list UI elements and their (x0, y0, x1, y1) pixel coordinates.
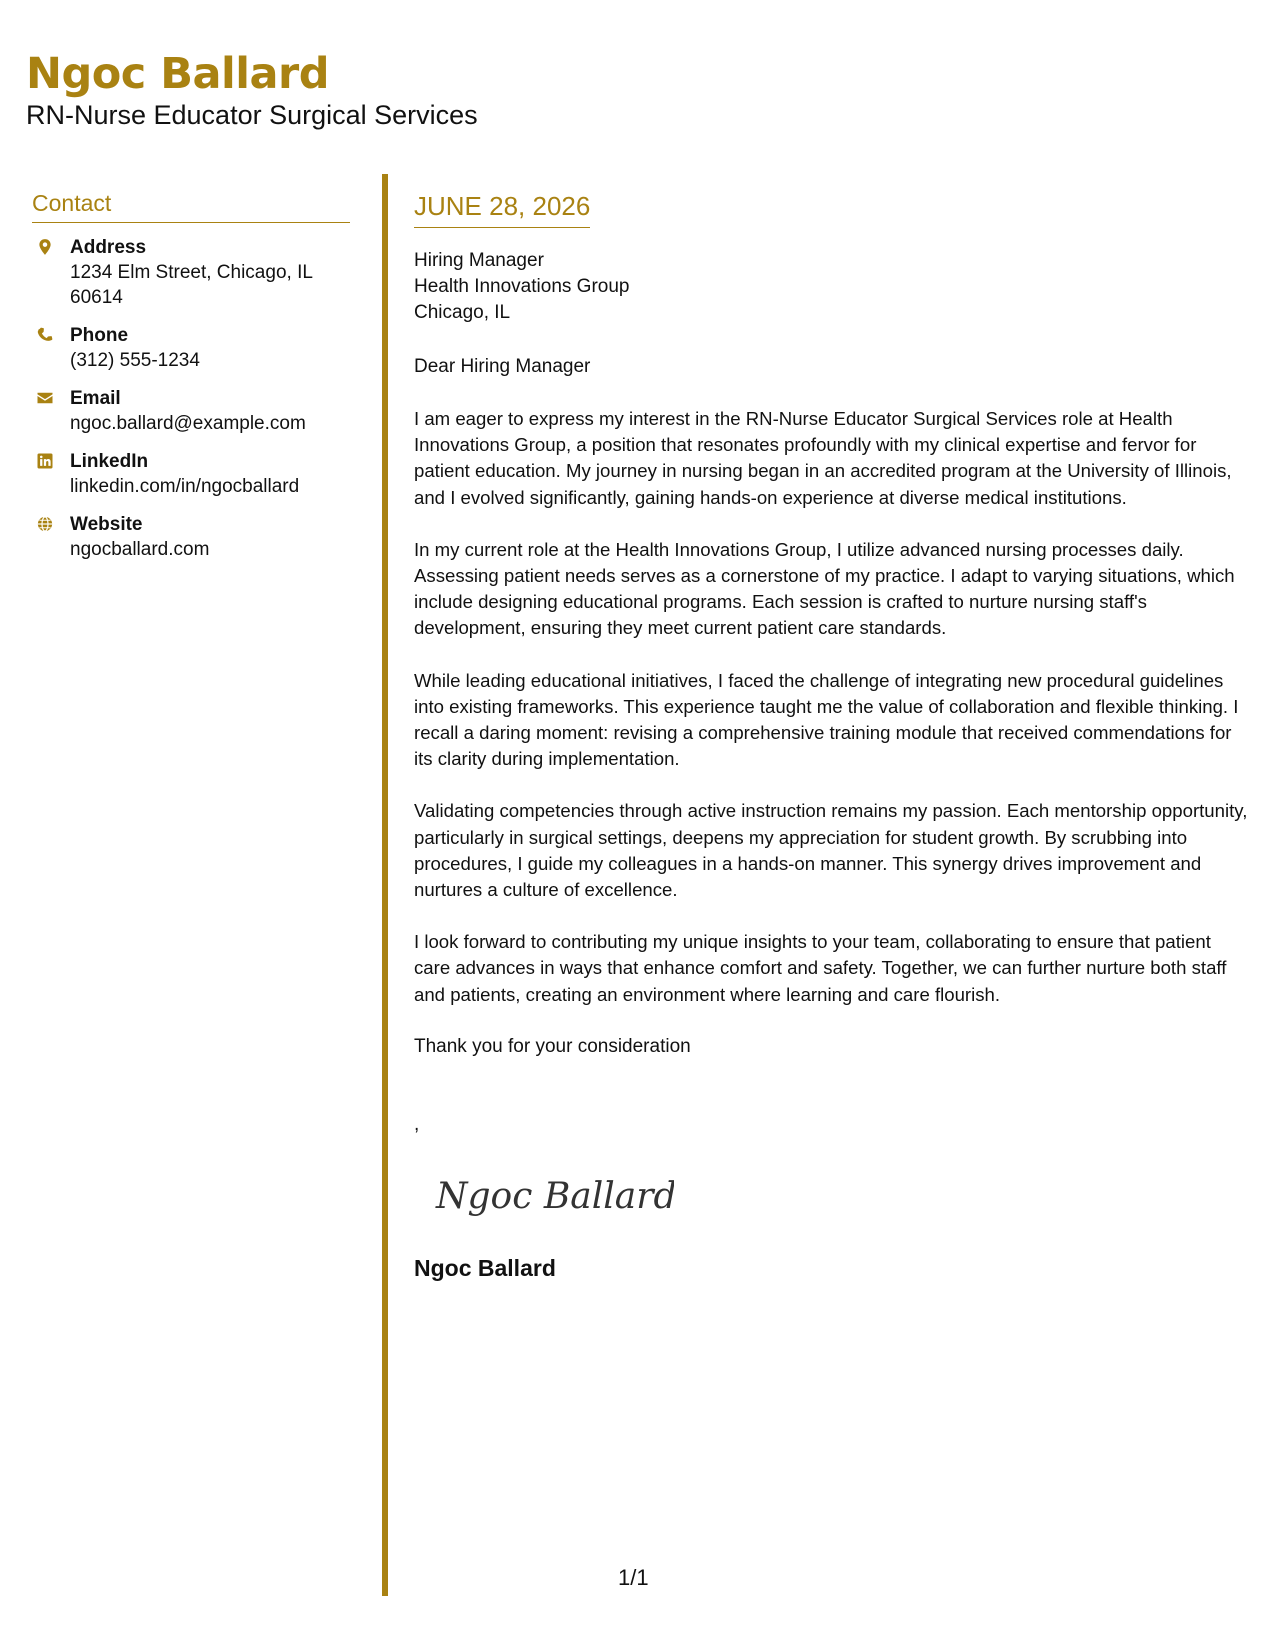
letter-date: JUNE 28, 2026 (414, 191, 591, 221)
contact-email (32, 387, 350, 436)
handwritten-signature (434, 1168, 674, 1224)
contact-address (32, 236, 350, 310)
contact-label: Email (70, 388, 121, 409)
body-paragraph: I look forward to contributing my unique insights to your team, collaborating to ensure that patient care advances in ways that enhance comfort and safety. Together, we can further nurture both staff and patients, creating an environment where learning and care flourish. (414, 931, 1227, 1005)
body-paragraph: While leading educational initiatives, I faced the challenge of integrating new procedural guidelines into existing frameworks. This experience taught me the value of collaboration and flexible thinking. I recall a daring moment: revising a comprehensive training module that received commendations for its clarity during implementation. (414, 669, 1239, 770)
contact-list (32, 236, 350, 562)
recipient-block (414, 248, 1250, 326)
globe-icon (36, 515, 54, 533)
contact-phone (32, 324, 350, 373)
contact-label: Phone (70, 325, 129, 346)
date-block (414, 190, 590, 228)
body-paragraph: In my current role at the Health Innovations Group, I utilize advanced nursing processes daily. Assessing patient needs serves as a cornerstone of my practice. I adapt to varying situations, which include designing educational programs. Each session is crafted to nurture nursing staff's development, ensuring they meet current patient care standards. (414, 538, 1235, 639)
contact-value[interactable]: ngocballard.com (70, 539, 210, 560)
contact-value[interactable]: linkedin.com/in/ngocballard (70, 476, 300, 497)
vertical-divider (382, 174, 388, 1596)
contact-label: Address (70, 237, 147, 258)
contact-value: (312) 555-1234 (70, 350, 200, 371)
closing-comma: , (414, 1113, 420, 1135)
contact-sidebar (32, 188, 350, 576)
job-title: RN-Nurse Educator Surgical Services (26, 100, 478, 130)
linkedin-icon (36, 452, 54, 470)
closing-line: Thank you for your consideration (414, 1035, 691, 1057)
recipient-line: Health Innovations Group (414, 276, 630, 297)
contact-value[interactable]: ngoc.ballard@example.com (70, 413, 306, 434)
page-number: 1/1 (618, 1565, 649, 1590)
header (26, 48, 478, 132)
letter-body (414, 190, 1250, 1283)
signer-name: Ngoc Ballard (414, 1254, 556, 1281)
signature-text: Ngoc Ballard (436, 1175, 674, 1217)
recipient-line: Hiring Manager (414, 250, 544, 271)
contact-label: Website (70, 514, 143, 535)
phone-icon (36, 326, 54, 344)
contact-heading: Contact (32, 188, 350, 223)
contact-label: LinkedIn (70, 451, 149, 472)
body-paragraph: I am eager to express my interest in the RN-Nurse Educator Surgical Services role at Health Innovations Group, a position that resonates profoundly with my clinical expertise and fervor for patient education. My journey in nursing began in an accredited program at the University of Illinois, and I evolved significantly, gaining hands-on experience at diverse medical institutions. (414, 408, 1232, 508)
location-pin-icon (36, 238, 54, 256)
envelope-icon (36, 389, 54, 407)
contact-website (32, 513, 350, 562)
contact-value: 1234 Elm Street, Chicago, IL 60614 (70, 262, 313, 308)
applicant-name: Ngoc Ballard (26, 49, 330, 99)
contact-linkedin (32, 450, 350, 499)
salutation: Dear Hiring Manager (414, 356, 591, 377)
body-paragraph: Validating competencies through active instruction remains my passion. Each mentorship opportunity, particularly in surgical settings, deepens my appreciation for student growth. By scrubbing into procedures, I guide my colleagues in a hands-on manner. This synergy drives improvement and nurtures a culture of excellence. (414, 800, 1248, 901)
recipient-line: Chicago, IL (414, 302, 511, 323)
